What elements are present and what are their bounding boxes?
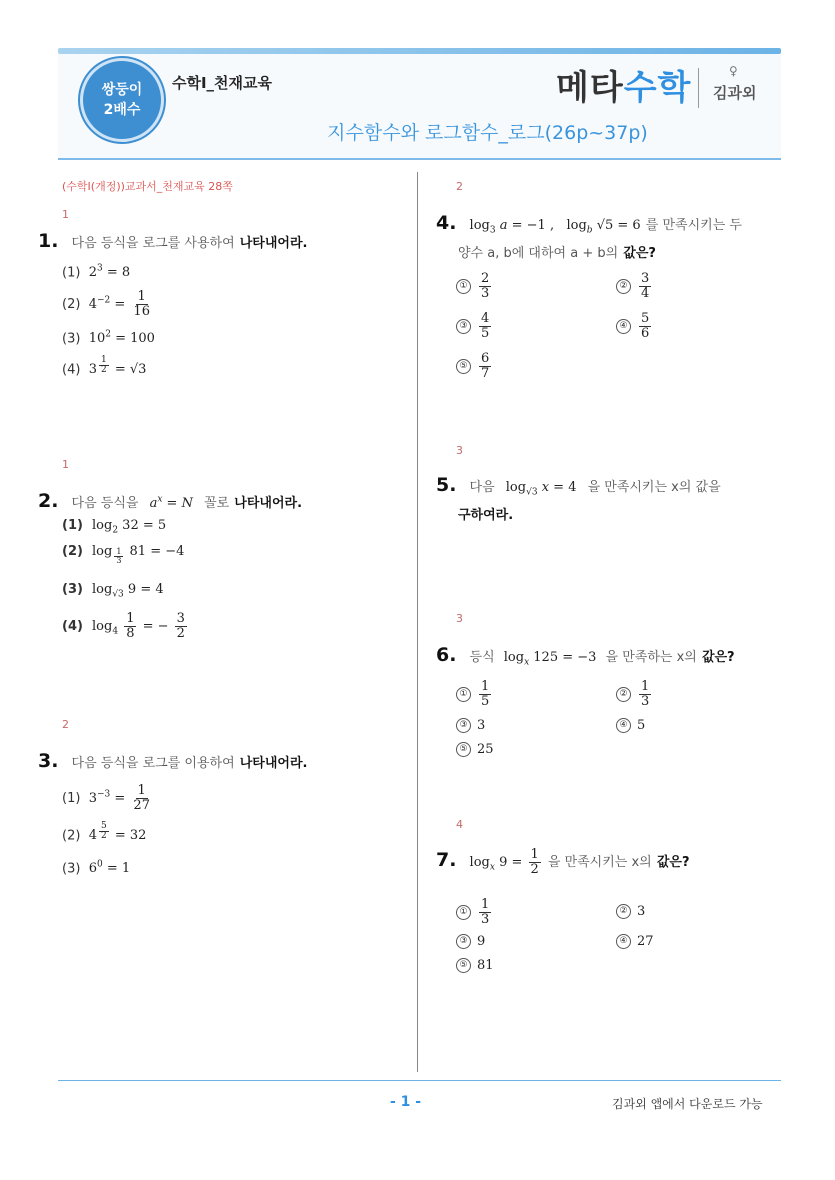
subject-label: 수학Ⅰ_천재교육	[172, 74, 273, 92]
logo-text-b: 수학	[623, 68, 692, 108]
q7-emph: 값은?	[656, 855, 690, 870]
question-7: 7. $\log_x 9$ = $\frac{1}{2}$ 을 만족시키는 x의 값은?	[436, 847, 690, 877]
q6-number: 6.	[436, 644, 457, 666]
logo-text-a: 메타	[556, 68, 624, 108]
q2-item-4: (4) $\log_4$ $\frac{1}{8}$ = − $\frac{3}{2}$	[62, 611, 185, 641]
q5-number: 5.	[436, 474, 457, 496]
q2-item-2: (2) log $_{\frac{1}{3}}$ 81 = −4	[62, 544, 185, 565]
q7-choice-2[interactable]: ② 3	[616, 904, 645, 919]
header-divider	[58, 158, 781, 160]
q2-item-1: (1) $\log_2 32 = 5$	[62, 518, 167, 536]
q7-choice-5[interactable]: ⑤ 81	[456, 958, 494, 973]
q6-text-a: 등식	[469, 650, 495, 665]
q1-emph: 나타내어라.	[239, 236, 308, 251]
column-divider	[417, 172, 418, 1072]
q5-text-a: 다음	[469, 480, 495, 495]
q3-item-1: (1) $3^{-3}$ = $\frac{1}{27}$	[62, 783, 150, 813]
q7-text-b: 을 만족시키는 x의	[547, 855, 652, 870]
q6-choice-4[interactable]: ④ 5	[616, 718, 645, 733]
q4-number: 4.	[436, 212, 457, 234]
q4-level: 2	[456, 180, 463, 193]
source-note: (수학Ⅰ(개정))교과서_천재교육 28쪽	[62, 180, 233, 193]
question-4: 4. $\log_3 a = -1$ , $\log_b √5 = 6$ 를 만족시키는 두	[436, 212, 742, 236]
q1-item-2: (2) $4^{-2}$ = $\frac{1}{16}$	[62, 289, 150, 319]
q3-number: 3.	[38, 750, 59, 772]
q2-emph: 나타내어라.	[234, 496, 303, 511]
q2-item-3: (3) $\log_{√3} 9 = 4$	[62, 582, 164, 600]
q1-item-1: (1) $2^3 = 8$	[62, 264, 131, 281]
q1-number: 1.	[38, 230, 59, 252]
person-icon: ♀	[729, 64, 738, 78]
q2-level: 1	[62, 458, 69, 471]
q2-text-b: 꼴로	[204, 496, 230, 511]
q3-text: 다음 등식을 로그를 이용하여	[71, 756, 235, 771]
q2-number: 2.	[38, 490, 59, 512]
q1-text: 다음 등식을 로그를 사용하여	[71, 236, 235, 251]
q4-choice-1[interactable]: ① $\frac{2}{3}$	[456, 272, 493, 301]
q1-item-3: (3) $10^2 = 100$	[62, 330, 155, 347]
q5-level: 3	[456, 444, 463, 457]
q6-choice-1[interactable]: ① $\frac{1}{5}$	[456, 680, 493, 709]
page-number: - 1 -	[390, 1094, 422, 1110]
q1-item-4: (4) 3 $^{\frac{1}{2}}$ = √3	[62, 355, 147, 378]
question-3	[38, 750, 307, 772]
document-title: 지수함수와 로그함수_로그(26p~37p)	[327, 122, 648, 144]
q4-text-b: 양수 a, b에 대하여 a + b의	[458, 246, 619, 261]
q3-level: 2	[62, 718, 69, 731]
question-2: 2. 다음 등식을 $a^x = N$ 꼴로 나타내어라.	[38, 490, 303, 512]
q5-emph: 구하여라.	[458, 508, 514, 523]
meta-math-logo	[556, 60, 691, 109]
q4-choice-4[interactable]: ④ $\frac{5}{6}$	[616, 312, 653, 341]
q6-level: 3	[456, 612, 463, 625]
q6-emph: 값은?	[701, 650, 735, 665]
q4-choice-5[interactable]: ⑤ $\frac{6}{7}$	[456, 352, 493, 381]
question-1	[38, 230, 307, 252]
q4-choice-3[interactable]: ③ $\frac{4}{5}$	[456, 312, 493, 341]
q5-text-b: 을 만족시키는 x의 값을	[587, 480, 721, 495]
q7-number: 7.	[436, 849, 457, 871]
q3-item-3: (3) $6^0 = 1$	[62, 860, 131, 877]
q2-text-a: 다음 등식을	[71, 496, 139, 511]
kimgwaoe-logo	[698, 64, 759, 108]
q4-line2	[458, 242, 656, 261]
q1-level: 1	[62, 208, 69, 221]
question-6: 6. 등식 $\log_x 125 = -3$ 을 만족하는 x의 값은?	[436, 644, 735, 668]
q4-text-a: 를 만족시키는 두	[645, 218, 742, 233]
download-note: 김과외 앱에서 다운로드 가능	[612, 1097, 763, 1111]
question-5: 5. 다음 $\log_{√3} x = 4$ 을 만족시키는 x의 값을	[436, 474, 721, 498]
logo-sub-text: 김과외	[713, 84, 757, 102]
q7-choice-1[interactable]: ① $\frac{1}{3}$	[456, 898, 493, 927]
q3-emph: 나타내어라.	[239, 756, 308, 771]
q6-choice-5[interactable]: ⑤ 25	[456, 742, 494, 757]
badge-line1: 쌍둥이	[101, 82, 143, 98]
q4-choice-2[interactable]: ② $\frac{3}{4}$	[616, 272, 653, 301]
q6-choice-3[interactable]: ③ 3	[456, 718, 485, 733]
q7-choice-3[interactable]: ③ 9	[456, 934, 485, 949]
footer-divider	[58, 1080, 781, 1081]
q7-choice-4[interactable]: ④ 27	[616, 934, 654, 949]
q6-choice-2[interactable]: ② $\frac{1}{3}$	[616, 680, 653, 709]
badge-line2: 2배수	[103, 102, 141, 118]
q7-level: 4	[456, 818, 463, 831]
q6-text-b: 을 만족하는 x의	[605, 650, 697, 665]
q4-emph: 값은?	[623, 246, 656, 261]
q3-item-2: (2) 4 $^{\frac{5}{2}}$ = 32	[62, 821, 147, 844]
